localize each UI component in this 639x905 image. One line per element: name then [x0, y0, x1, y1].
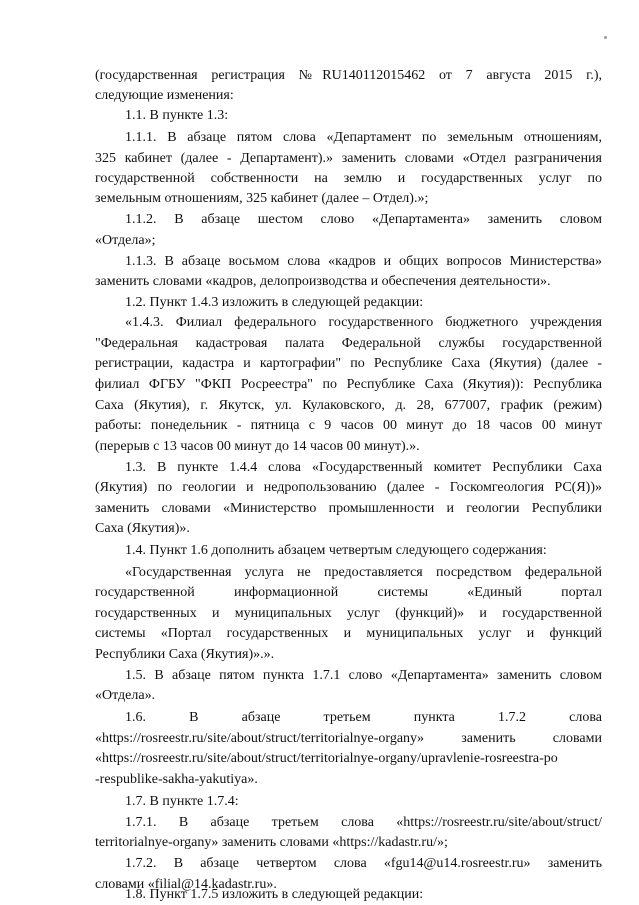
text-line: (государственная регистрация №RU140112015462 от 7 августа 2015 г.),: [95, 68, 602, 83]
text-line: 1.5. В абзаце пятом пункта 1.7.1 слово «Департамента» заменить словом: [125, 668, 602, 683]
text-line: «https://rosreestr.ru/site/about/struct/territorialnye-organy» заменить словами: [95, 731, 602, 746]
text-line: «Отдела»;: [95, 233, 156, 248]
text-line: 1.1.1. В абзаце пятом слова «Департамент по земельным отношениям,: [125, 130, 602, 145]
text-line: -respublike-sakha-yakutiya».: [95, 772, 258, 787]
text-line: «1.4.3. Филиал федерального государственного бюджетного учреждения: [125, 315, 602, 330]
text-line: государственной информационной системы «Единый портал: [95, 585, 602, 600]
text-line: territorialnye-organy» заменить словами «https://kadastr.ru/»;: [95, 835, 448, 850]
scan-speck: [604, 36, 607, 39]
text-line: 1.1.3. В абзаце восьмом слова «кадров и общих вопросов Министерства»: [125, 254, 602, 269]
text-line: Саха (Якутия)».: [95, 521, 190, 536]
text-line: 1.7.1. В абзаце третьем слова «https://rosreestr.ru/site/about/struct/: [125, 815, 602, 830]
text-line: 1.1. В пункте 1.3:: [125, 108, 229, 123]
text-line: государственных и муниципальных услуг (функций)» и государственной: [95, 606, 602, 621]
text-line: "Федеральная кадастровая палата Федеральной службы государственной: [95, 336, 602, 351]
text-line: «Государственная услуга не предоставляется посредством федеральной: [125, 565, 602, 580]
text-line: государственной собственности на землю и государственных услуг по: [95, 171, 602, 186]
text-line: 1.4. Пункт 1.6 дополнить абзацем четвертым следующего содержания:: [125, 543, 547, 558]
text-line: (перерыв с 13 часов 00 минут до 14 часов 00 минут).».: [95, 439, 420, 454]
text-line: 1.1.2. В абзаце шестом слово «Департамента» заменить словом: [125, 212, 602, 227]
text-line: 1.2. Пункт 1.4.3 изложить в следующей редакции:: [125, 295, 424, 310]
text-line: 1.7.2. В абзаце четвертом слова «fgu14@u14.rosreestr.ru» заменить: [125, 856, 602, 871]
text-line: регистрации, кадастра и картографии" по Республике Саха (Якутия) (далее -: [95, 356, 602, 371]
text-line: работы: понедельник - пятница с 9 часов 00 минут до 18 часов 00 минут: [95, 418, 602, 433]
text-line: 325 кабинет (далее - Департамент).» заменить словами «Отдел разграничения: [95, 151, 602, 166]
text-line: 1.6. В абзаце третьем пункта 1.7.2 слова: [125, 710, 602, 725]
text-line: заменить словами «Министерство промышленности и геологии Республики: [95, 501, 602, 516]
text-line: 1.8. Пункт 1.7.5 изложить в следующей редакции:: [125, 887, 424, 902]
text-line: «https://rosreestr.ru/site/about/struct/territorialnye-organy/upravlenie-rosreestra-po: [95, 751, 558, 766]
text-line: системы «Портал государственных и муниципальных услуг и функций: [95, 626, 602, 641]
text-line: филиал ФГБУ "ФКП Росреестра" по Республике Саха (Якутия)): Республика: [95, 377, 602, 392]
text-line: словами «filial@14.kadastr.ru».: [95, 877, 277, 892]
text-line: следующие изменения:: [95, 88, 234, 103]
text-line: заменить словами «кадров, делопроизводства и обеспечения деятельности».: [95, 274, 551, 289]
text-line: (Якутия) по геологии и недропользованию (далее - Госкомгеология РС(Я))»: [95, 480, 602, 495]
text-line: земельным отношениям, 325 кабинет (далее – Отдел).»;: [95, 191, 429, 206]
text-line: 1.3. В пункте 1.4.4 слова «Государственный комитет Республики Саха: [125, 460, 602, 475]
text-line: Республики Саха (Якутия)».».: [95, 647, 275, 662]
text-line: 1.7. В пункте 1.7.4:: [125, 794, 239, 809]
text-line: «Отдела».: [95, 688, 156, 703]
text-line: Саха (Якутия), г. Якутск, ул. Кулаковского, д. 28, 677007, график (режим): [95, 398, 602, 413]
